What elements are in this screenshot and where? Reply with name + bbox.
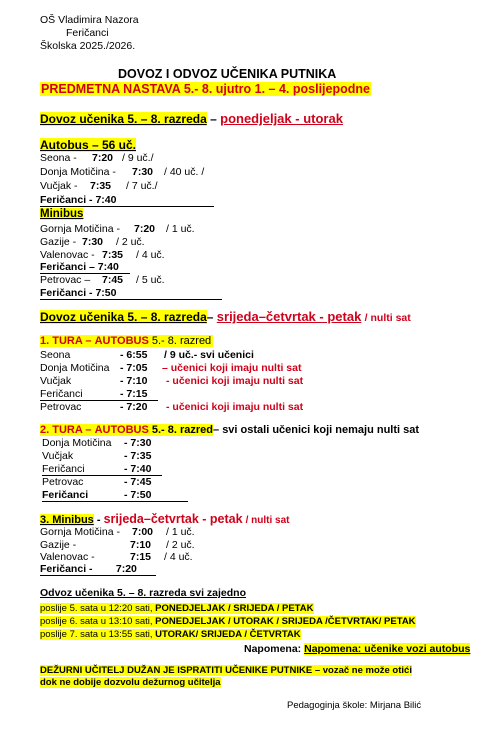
odvoz-days: PONEDJELJAK / SRIJEDA / PETAK [155, 603, 314, 614]
odvoz-row [40, 629, 301, 640]
page-title: DOVOZ I ODVOZ UČENIKA PUTNIKA [118, 67, 337, 81]
bus-row-time: 7:35 [90, 180, 112, 192]
minibus3-count: / 1 uč. [166, 526, 195, 538]
bus-title: Autobus – 56 uč. [40, 138, 137, 152]
odvoz-time: poslije 5. sata u 12:20 sati, [40, 603, 153, 614]
tura1-grade: 5.- 8. razred [151, 335, 212, 347]
tura2-time: - 7:35 [124, 450, 152, 462]
minibus3-count: / 4 uč. [164, 551, 193, 563]
tura2-heading [40, 424, 419, 436]
minibus-title: Minibus [40, 208, 84, 220]
tura2-time: - 7:30 [124, 437, 152, 449]
tura1-place: Petrovac [40, 401, 82, 413]
minibus3-count: / 2 uč. [166, 539, 195, 551]
napomena-label: Napomena: [244, 643, 302, 655]
minibus3-end-underline [40, 575, 156, 576]
minibus3-time: 7:10 [130, 539, 152, 551]
minibus-row-time: 7:35 [102, 249, 124, 261]
dezurni-line2: dok ne dobije dozvolu dežurnog učitelja [40, 677, 221, 688]
school-name: OŠ Vladimira Nazora [40, 14, 139, 26]
section2-days: srijeda–četvrtak - petak [216, 309, 362, 324]
minibus3-end [40, 563, 137, 575]
minibus-end-underline [40, 299, 222, 300]
bus-end-text: Feričanci - 7:40 [40, 194, 117, 206]
tura1-time: - 7:15 [120, 388, 148, 400]
minibus-mid-text: Feričanci – 7:40 [40, 261, 119, 273]
bus-row-time: 7:30 [132, 166, 154, 178]
tura1-place: Seona [40, 349, 71, 361]
minibus-row-time: 7:20 [134, 223, 156, 235]
minibus-row-count: / 1 uč. [166, 223, 195, 235]
minibus3-days: srijeda–četvrtak - petak [103, 512, 243, 526]
tura1-time: - 7:05 [120, 362, 148, 374]
odvoz-time: poslije 6. sata u 13:10 sati, [40, 616, 153, 627]
minibus-end-text: Feričanci - 7:50 [40, 287, 117, 299]
minibus-row-place: Gazije - [40, 236, 77, 248]
tura1-note: - učenici koji imaju nulti sat [166, 401, 304, 413]
minibus3-dash: - [96, 514, 101, 526]
minibus-row-time: 7:45 [102, 274, 124, 286]
section2-heading-line [40, 309, 411, 324]
signature: Pedagoginja škole: Mirjana Bilić [287, 700, 422, 711]
tura1-place: Donja Motičina [40, 362, 110, 374]
napomena [244, 643, 470, 655]
minibus-row-count: / 2 uč. [116, 236, 145, 248]
tura2-place: Vučjak [42, 450, 74, 462]
minibus3-extra: / nulti sat [245, 515, 290, 526]
bus-row-count: / 9 uč./ [122, 152, 154, 164]
tura1-place: Vučjak [40, 375, 72, 387]
section2-heading: Dovoz učenika 5. – 8. razreda [40, 310, 207, 324]
minibus-row-place: Gornja Motičina - [40, 223, 120, 235]
section1-dash: – [210, 112, 217, 126]
odvoz-row [40, 603, 314, 614]
bus-end-underline [40, 206, 214, 207]
tura2-label: 2. TURA – [40, 424, 92, 436]
tura1-place: Feričanci [40, 388, 83, 400]
minibus3-end-text: Feričanci - 7:20 [40, 563, 137, 575]
tura2-note: – svi ostali učenici koji nemaju nulti sat [213, 424, 420, 436]
section1-days: ponedjeljak - utorak [220, 111, 343, 126]
tura2-grade: 5.- 8. razred [151, 424, 214, 436]
odvoz-heading: Odvoz učenika 5. – 8. razreda svi zajedno [40, 587, 247, 599]
bus-end [40, 194, 116, 206]
tura2-time: - 7:40 [124, 463, 152, 475]
section1-heading: Dovoz učenika 5. – 8. razreda [40, 112, 207, 126]
odvoz-time: poslije 7. sata u 13:55 sati, [40, 629, 153, 640]
odvoz-days: PONEDJELJAK / UTORAK / SRIJEDA /ČETVRTAK/ PETAK [155, 616, 416, 627]
minibus-row-count: / 4 uč. [136, 249, 165, 261]
bus-row-count: / 7 uč./ [126, 180, 158, 192]
minibus3-place: Gazije - [40, 539, 77, 551]
bus-row-place: Donja Motičina - [40, 166, 116, 178]
minibus-row-place: Petrovac – [40, 274, 91, 286]
dezurni-line1: DEŽURNI UČITELJ DUŽAN JE ISPRATITI UČENIKE PUTNIKE – vozač ne može otići [40, 665, 412, 676]
tura2-place: Feričanci [42, 489, 89, 501]
tura2-place: Feričanci [42, 463, 85, 475]
minibus-row-time: 7:30 [82, 236, 104, 248]
tura1-note: – učenici koji imaju nulti sat [162, 362, 302, 374]
tura2-bus: AUTOBUS [94, 424, 149, 436]
tura1-label: 1. TURA – [40, 335, 92, 347]
minibus3-place: Valenovac - [40, 551, 95, 563]
school-town: Feričanci [66, 27, 109, 39]
minibus-mid [40, 261, 119, 273]
school-year: Školska 2025./2026. [40, 40, 136, 52]
page-subtitle: PREDMETNA NASTAVA 5.- 8. ujutro 1. – 4. poslijepodne [41, 82, 370, 96]
section2-extra: / nulti sat [364, 312, 411, 324]
minibus-end [40, 287, 116, 299]
tura2-time: - 7:45 [124, 476, 152, 488]
minibus-row-count: / 5 uč. [136, 274, 165, 286]
tura2-time: - 7:50 [124, 489, 152, 501]
napomena-text: Napomena: učenike vozi autobus [304, 643, 471, 655]
bus-row-place: Seona - [40, 152, 77, 164]
tura1-heading [40, 335, 213, 347]
odvoz-days: UTORAK/ SRIJEDA / ČETVRTAK [155, 629, 301, 640]
tura1-time: - 6:55 [120, 349, 148, 361]
tura1-bus: AUTOBUS [94, 335, 149, 347]
odvoz-row [40, 616, 416, 627]
minibus3-time: 7:15 [130, 551, 152, 563]
tura1-note: / 9 uč.- svi učenici [164, 349, 254, 361]
minibus3-heading [40, 512, 290, 526]
minibus3-place: Gornja Motičina - [40, 526, 120, 538]
tura1-time: - 7:20 [120, 401, 148, 413]
bus-row-time: 7:20 [92, 152, 114, 164]
section1-heading-line [40, 111, 343, 126]
minibus-row-place: Valenovac - [40, 249, 95, 261]
tura2-place: Petrovac [42, 476, 84, 488]
bus-row-place: Vučjak - [40, 180, 78, 192]
minibus3-label: 3. Minibus [40, 514, 94, 526]
tura2-end-underline [42, 501, 188, 502]
bus-row-count: / 40 uč. / [164, 166, 205, 178]
tura1-time: - 7:10 [120, 375, 148, 387]
tura2-place: Donja Motičina [42, 437, 112, 449]
minibus3-time: 7:00 [132, 526, 154, 538]
tura1-note: - učenici koji imaju nulti sat [166, 375, 304, 387]
section2-dash: – [206, 310, 214, 324]
